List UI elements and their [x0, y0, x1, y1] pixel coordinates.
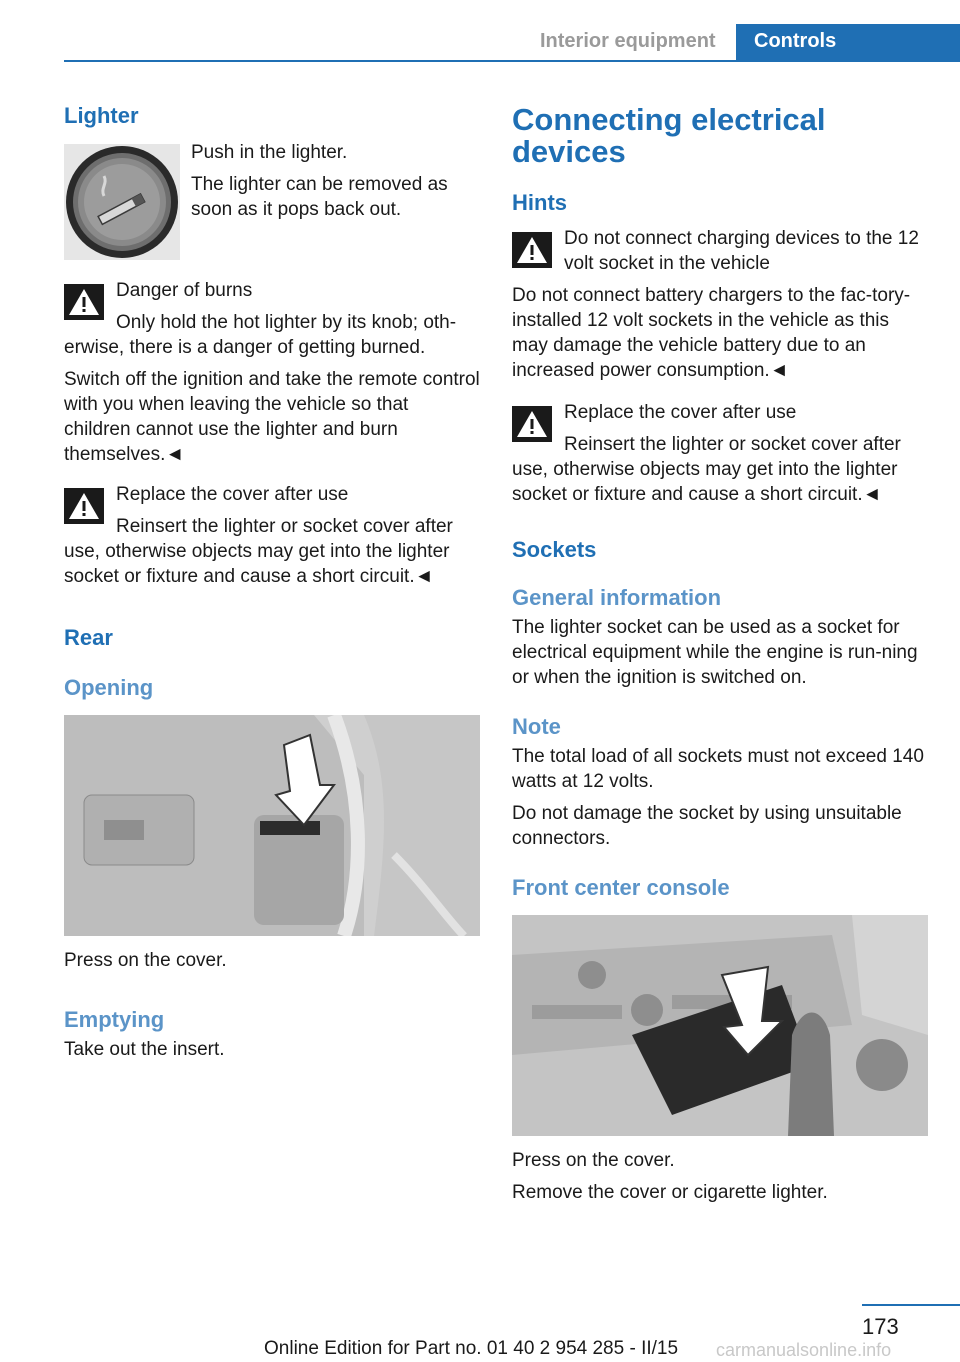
- header-rule: [64, 60, 960, 62]
- left-column: [64, 100, 480, 1062]
- lighter-heading: Lighter: [64, 103, 139, 128]
- cover-warning-right: [512, 400, 928, 507]
- burn-warning-extra: Switch off the ignition and take the remote control with you when leaving the vehicle so that children cannot use the lighter and burn themselves.◄: [64, 369, 480, 465]
- cover-warning-body: Reinsert the lighter or socket cover after use, otherwise objects may get into the lighter socket or fixture and cause a short circuit.◄: [512, 434, 901, 505]
- lighter-step-1: Push in the lighter.: [191, 142, 348, 163]
- warning-triangle-icon: [64, 284, 104, 320]
- front-console-caption-2: Remove the cover or cigarette lighter.: [512, 1182, 828, 1203]
- burn-warning: [64, 278, 480, 467]
- cover-warning-title: Replace the cover after use: [564, 402, 797, 423]
- hints-heading: Hints: [512, 190, 567, 215]
- cover-warning-left: [64, 482, 480, 589]
- watermark: carmanualsonline.info: [716, 1340, 892, 1360]
- header-section-title: Interior equipment: [540, 30, 716, 52]
- general-info-heading: General information: [512, 585, 722, 610]
- note-text-2: Do not damage the socket by using unsuitable connectors.: [512, 803, 902, 849]
- sockets-heading: Sockets: [512, 537, 597, 562]
- cover-warning-title: Replace the cover after use: [116, 484, 349, 505]
- rear-ashtray-photo: [64, 715, 480, 936]
- edition-note: Online Edition for Part no. 01 40 2 954 285 - II/15: [264, 1338, 679, 1359]
- charging-warning-body: Do not connect battery chargers to the fac-tory-installed 12 volt sockets in the vehicle as this may damage the vehicle battery due to an increased power consumption.◄: [512, 285, 911, 381]
- rear-ashtray-illustration: [64, 715, 480, 936]
- opening-caption: Press on the cover.: [64, 950, 227, 971]
- page-number: 173: [862, 1314, 899, 1339]
- general-info-text: The lighter socket can be used as a socket for electrical equipment while the engine is run-ning or when the ignition is switched on.: [512, 617, 918, 688]
- lighter-step-2: The lighter can be removed as soon as it pops back out.: [191, 174, 448, 220]
- charging-warning: [512, 226, 928, 383]
- header-chapter-label: Controls: [754, 30, 837, 52]
- rear-heading: Rear: [64, 625, 113, 650]
- note-heading: Note: [512, 714, 561, 739]
- front-console-heading: Front center console: [512, 875, 730, 900]
- warning-triangle-icon: [512, 406, 552, 442]
- header-chapter-tab: [736, 24, 960, 62]
- emptying-text: Take out the insert.: [64, 1039, 225, 1060]
- note-text-1: The total load of all sockets must not exceed 140 watts at 12 volts.: [512, 746, 924, 792]
- opening-heading: Opening: [64, 675, 154, 700]
- connecting-devices-title: Connecting electrical devices: [512, 102, 826, 169]
- warning-triangle-icon: [64, 488, 104, 524]
- footer-rule: [862, 1304, 960, 1306]
- warning-triangle-icon: [512, 232, 552, 268]
- cover-warning-body: Reinsert the lighter or socket cover after use, otherwise objects may get into the lighter socket or fixture and cause a short circuit.◄: [64, 516, 453, 587]
- page-header: [0, 0, 960, 62]
- lighter-instructions: [191, 140, 481, 222]
- lighter-section: [64, 100, 480, 270]
- charging-warning-title: Do not connect charging devices to the 12 volt socket in the vehicle: [564, 228, 919, 274]
- burn-warning-body: Only hold the hot lighter by its knob; oth-erwise, there is a danger of getting burned.: [64, 312, 457, 358]
- burn-warning-title: Danger of burns: [116, 280, 253, 301]
- lighter-icon: [64, 144, 180, 260]
- lighter-knob-image: [64, 144, 180, 260]
- front-console-caption-1: Press on the cover.: [512, 1150, 675, 1171]
- front-console-illustration: [512, 915, 928, 1136]
- front-console-photo: [512, 915, 928, 1136]
- emptying-heading: Emptying: [64, 1007, 165, 1032]
- right-column: [512, 100, 928, 1205]
